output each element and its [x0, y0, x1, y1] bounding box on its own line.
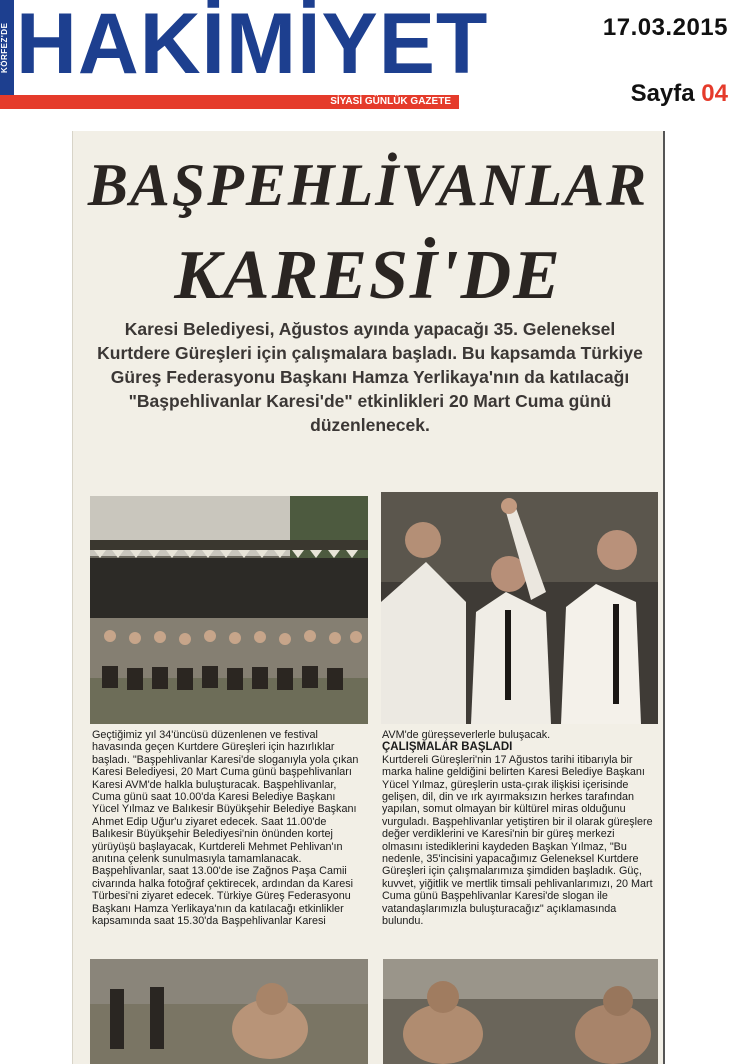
wrestling-action-photo-right	[383, 959, 658, 1064]
page-number-value: 04	[701, 80, 728, 107]
issue-date: 17.03.2015	[602, 14, 728, 41]
headline-line-2: KARESİ'DE	[174, 237, 562, 314]
wrestling-action-photo-left	[90, 959, 368, 1064]
article-body-left: Geçtiğimiz yıl 34'üncüsü düzenlenen ve festival havasında geçen Kurtdere Güreşleri için hazırlıklar başladı. "Başpehlivanlar Karesi'de sloganıyla yola çıkan Karesi Belediyesi, 20 Mart Cuma günü başpehlivanları Karesi AVM'de halkla buluşturacak. Başpehlivanlar, Cuma günü saat 10.00'da Karesi Belediye Başkanı Yücel Yılmaz ve Balıkesir Büyükşehir Belediye Başkanı Ahmet Edip Uğur'u ziyaret edecek. Saat 11.00'de Balıkesir Büyükşehir Belediyesi'nin önünden kortej yürüyüşü başlayacak, Kurtdereli Mehmet Pehlivan'ın anıtına çelenk sunulmasıyla tamamlanacak. Başpehlivanlar, saat 13.00'de ise Zağnos Paşa Camii civarında halka fotoğraf çektirecek, ardından da Karesi Türbesi'ni ziyaret edecek. Türkiye Güreş Federasyonu Başkanı Hamza Yerlikaya'nın da katılacağı etkinlikler kapsamında saat 15.30'da Başpehlivanlar Karesi	[92, 729, 359, 928]
wrestling-right-illustration	[383, 959, 658, 1064]
wrestlers-group-photo	[90, 496, 368, 724]
article-subheading: ÇALIŞMALAR BAŞLADI	[382, 741, 513, 754]
newspaper-clipping	[72, 131, 665, 1064]
officials-greeting-photo	[381, 492, 658, 724]
newspaper-title: HAKİMİYET	[16, 0, 489, 92]
newspaper-subtitle: SİYASİ GÜNLÜK GAZETE	[330, 96, 451, 107]
wrestling-left-illustration	[90, 959, 368, 1064]
newspaper-masthead	[0, 0, 489, 110]
article-lead: Karesi Belediyesi, Ağustos ayında yapacağı 35. Geleneksel Kurtdere Güreşleri için çalışmalara başladı. Bu kapsamda Türkiye Güreş Federasyonu Başkanı Hamza Yerlikaya'nın da katılacağı "Başpehlivanlar Karesi'de" etkinlikleri 20 Mart Cuma günü düzenlenecek.	[97, 319, 643, 435]
page-label: Sayfa	[630, 80, 695, 107]
wrestlers-group-illustration	[90, 496, 368, 724]
article-body-right-intro: AVM'de güreşseverlerle buluşacak.	[382, 729, 551, 741]
page-number	[631, 80, 728, 108]
article-body-right: Kurtdereli Güreşleri'nin 17 Ağustos tarihi itibarıyla bir marka haline geldiğini belirten Karesi Belediye Başkanı Yücel Yılmaz, güreşlerin usta-çırak ilişkisi içerisinde gelişen, dil, din ve ırk ayırmaksızın herkes tarafından yapılan, somut olmayan bir kültürel miras olduğunu vurguladı. Başpehlivanlar yetiştiren bir il olarak güreşlere değer verdiklerini ve Karesi'nin bir güreş merkezi olmasını istediklerini kaydeden Başkan Yılmaz, "Bu nedenle, 35'incisini yapacağımız Geleneksel Kurtdere Güreşleri için çalışmalarımıza şimdiden başladık. Güç, kuvvet, yiğitlik ve mertlik timsali pehlivanlarımızı, 20 Mart Cuma günü Başpehlivanlar Karesi'de slogan ile vatandaşlarımızla buluşturacağız" açıklamasında bulundu.	[382, 753, 653, 928]
article-column-left	[92, 729, 364, 928]
article-column-right	[382, 729, 654, 928]
headline-line-1: BAŞPEHLİVANLAR	[87, 152, 649, 218]
officials-illustration	[381, 492, 658, 724]
masthead-side-text: KÖRFEZ'DE	[0, 0, 14, 96]
